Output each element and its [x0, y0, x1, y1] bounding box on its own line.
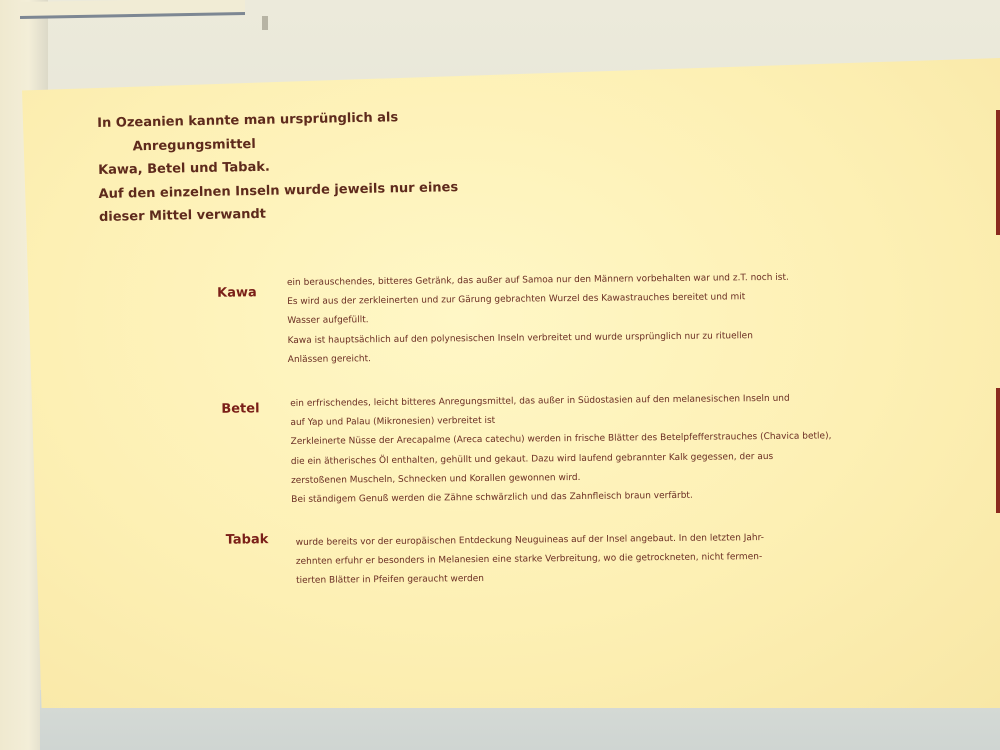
board-heading — [97, 103, 559, 229]
description-line: ein erfrischendes, leicht bitteres Anregungsmittel, das außer in Südostasien auf den melanesischen Inseln und — [290, 393, 790, 409]
description-line: auf Yap und Palau (Mikronesien) verbreitet ist — [290, 416, 496, 429]
wall-mark — [262, 16, 268, 30]
term-description — [290, 389, 832, 510]
description-line: Es wird aus der zerkleinerten und zur Gärung gebrachten Wurzel des Kawastrauches bereitet und mit — [287, 292, 746, 308]
term-description — [287, 269, 790, 370]
description-line: Anlässen gereicht. — [287, 353, 372, 365]
description-line: ein berauschendes, bitteres Getränk, das außer auf Samoa nur den Männern vorbehalten war und z.T. noch ist. — [286, 272, 789, 289]
description-line: Kawa ist hauptsächlich auf den polynesischen Inseln verbreitet und wurde ursprünglich nur zu rituellen — [287, 330, 753, 346]
description-line: Wasser aufgefüllt. — [287, 315, 369, 327]
heading-line: Kawa, Betel und Tabak. — [97, 159, 271, 178]
right-edge-mark-upper — [996, 110, 1000, 235]
top-frame-strip — [20, 0, 245, 19]
heading-line: In Ozeanien kannte man ursprünglich als — [97, 110, 399, 131]
heading-line: Auf den einzelnen Inseln wurde jeweils nur eines — [98, 179, 459, 202]
description-line: tierten Blätter in Pfeifen geraucht werden — [296, 574, 484, 587]
heading-line: Anregungsmittel — [132, 136, 256, 154]
term-description — [296, 529, 765, 592]
term-label: Betel — [221, 401, 260, 417]
description-line: zehnten erfuhr er besonders in Melanesien eine starke Verbreitung, wo die getrockneten, nicht fermen- — [295, 552, 763, 568]
term-label: Kawa — [217, 285, 257, 301]
description-line: wurde bereits vor der europäischen Entdeckung Neuguineas auf der Insel angebaut. In den letzten Jahr- — [295, 533, 765, 548]
description-line: zerstoßenen Muscheln, Schnecken und Korallen gewonnen wird. — [290, 472, 581, 486]
description-line: Zerkleinerte Nüsse der Arecapalme (Areca catechu) werden in frische Blätter des Betelpfefferstrauches (Chavica betle), — [290, 431, 832, 448]
heading-line: dieser Mittel verwandt — [98, 206, 267, 225]
term-label: Tabak — [225, 532, 269, 548]
right-edge-mark-lower — [996, 388, 1000, 513]
description-line: die ein ätherisches Öl enthalten, gehüllt und gekaut. Dazu wird laufend gebrannter Kalk gegessen, der aus — [290, 451, 774, 467]
description-line: Bei ständigem Genuß werden die Zähne schwärzlich und das Zahnfleisch braun verfärbt. — [291, 490, 693, 505]
